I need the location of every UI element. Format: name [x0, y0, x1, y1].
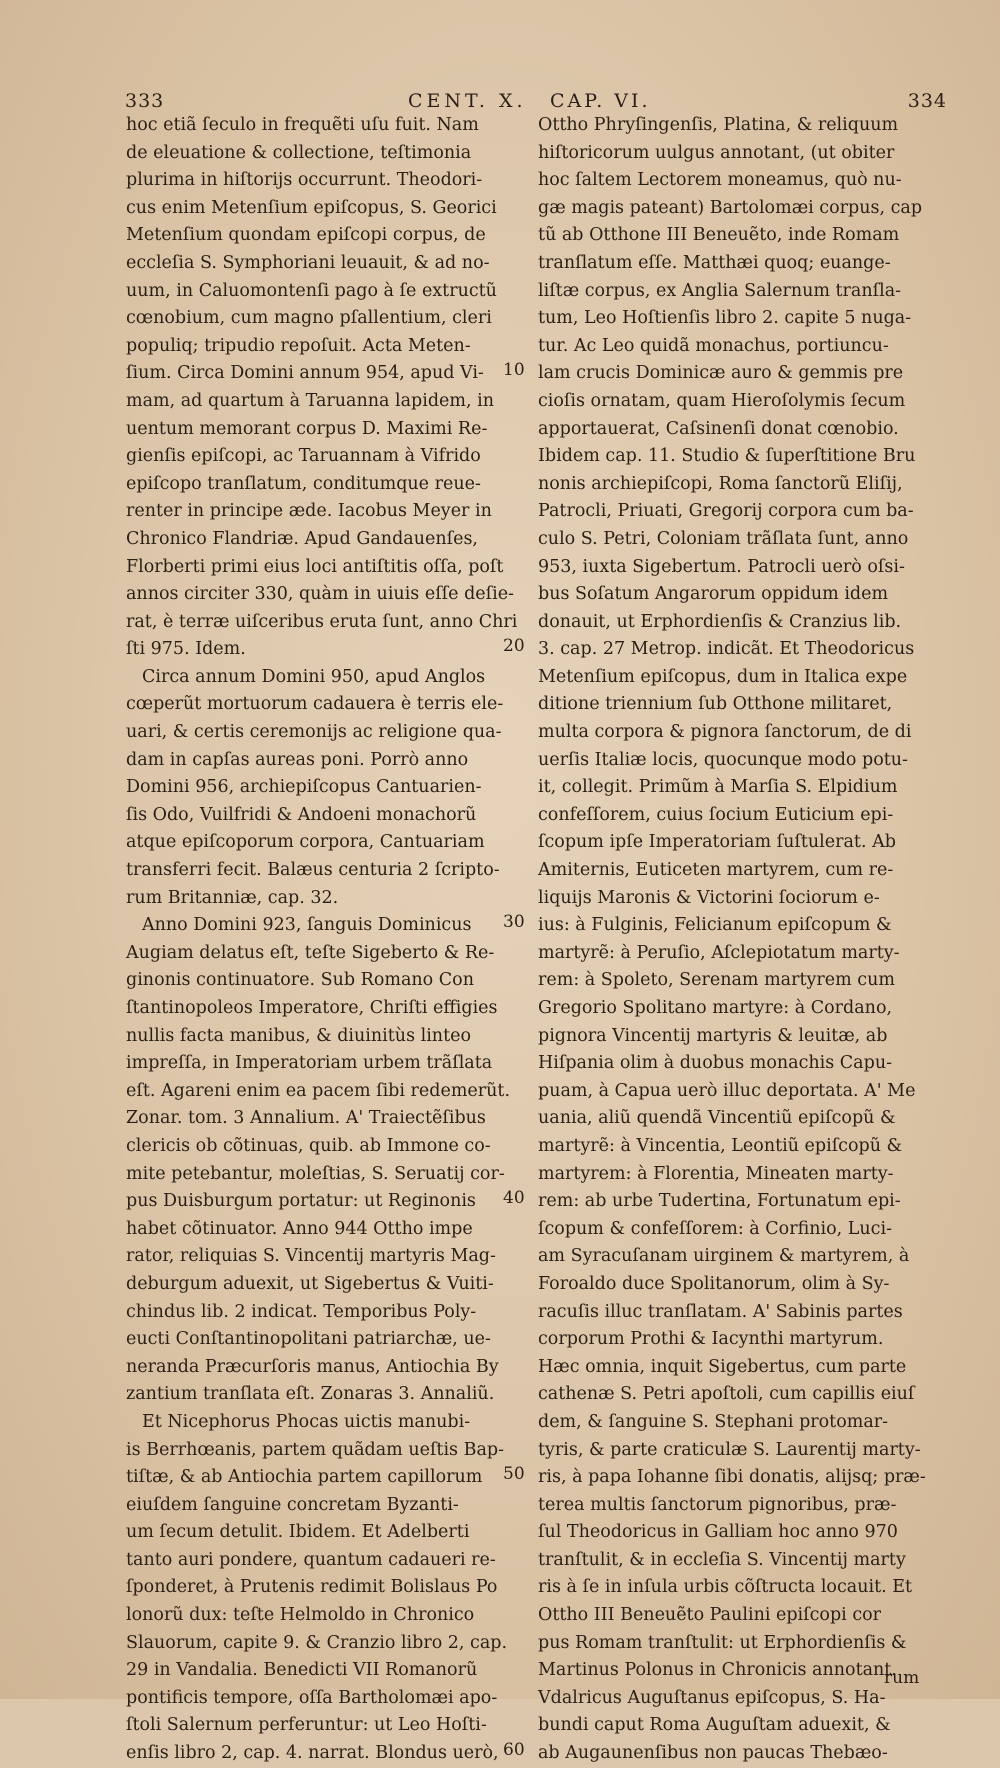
text-line: mite petebantur, moleſtias, S. Seruatij cor- — [126, 1163, 505, 1184]
text-line: eucti Conſtantinopolitani patriarchæ, ue- — [126, 1329, 491, 1350]
text-line: liſtæ corpus, ex Anglia Salernum tranſla- — [538, 280, 902, 301]
text-line: Domini 956, archiepiſcopus Cantuarien- — [126, 777, 482, 798]
text-line: Ottho III Beneuẽto Paulini epiſcopi cor — [538, 1605, 882, 1626]
text-line: ditione triennium ſub Otthone militaret, — [538, 694, 893, 715]
text-line: tanto auri pondere, quantum cadaueri re- — [126, 1549, 496, 1570]
text-line: epiſcopo tranſlatum, conditumque reue- — [126, 473, 481, 494]
text-line: tyris, & parte craticulæ S. Laurentij marty- — [538, 1439, 921, 1460]
text-line: atque epiſcoporum corpora, Cantuariam — [126, 832, 485, 853]
text-line: hoc ſaltem Lectorem moneamus, quò nu- — [538, 170, 902, 191]
line-number: 30 — [503, 912, 525, 933]
text-line: um ſecum detulit. Ibidem. Et Adelberti — [126, 1522, 470, 1543]
text-line: transferri fecit. Balæus centuria 2 ſcripto- — [126, 860, 500, 881]
text-line: ris, à papa Iohanne ſibi donatis, alijsq; præ- — [538, 1467, 926, 1488]
text-line: corporum Prothi & Iacynthi martyrum. — [538, 1329, 884, 1350]
text-line: culo S. Petri, Coloniam trãſlata ſunt, anno — [538, 528, 909, 549]
text-line: Amiternis, Euticeten martyrem, cum re- — [538, 860, 894, 881]
text-line: bundi caput Roma Auguſtam aduexit, & — [538, 1715, 891, 1736]
line-number: 50 — [503, 1464, 525, 1485]
text-line: ſcopum ipſe Imperatoriam ſuſtulerat. Ab — [538, 832, 896, 853]
text-line: Gregorio Spolitano martyre: à Cordano, — [538, 998, 893, 1018]
text-line: bus Soſatum Angarorum oppidum idem — [538, 584, 889, 605]
text-line: ſul Theodoricus in Galliam hoc anno 970 — [538, 1522, 898, 1543]
text-line: 3. cap. 27 Metrop. indicãt. Et Theodoricus — [538, 639, 915, 660]
text-line: dem, & ſanguine S. Stephani protomar- — [538, 1411, 889, 1432]
text-line: eiuſdem ſanguine concretam Byzanti- — [126, 1494, 459, 1515]
text-line: populiq; tripudio repoſuit. Acta Meten- — [126, 335, 471, 356]
text-line: Metenſium epiſcopus, dum in Italica expe — [538, 666, 908, 687]
text-line: ſis Odo, Vuilfridi & Andoeni monachorũ — [126, 804, 477, 825]
text-line: cœperũt mortuorum cadauera è terris ele- — [126, 694, 504, 715]
text-line: lonorũ dux: teſte Helmoldo in Chronico — [126, 1605, 475, 1626]
text-line: multa corpora & pignora ſanctorum, de di — [538, 722, 912, 743]
text-line: dam in capſas aureas poni. Porrò anno — [126, 749, 469, 770]
text-line: rem: ab urbe Tudertina, Fortunatum epi- — [538, 1191, 901, 1212]
text-line: hoc etiã ſeculo in frequẽti uſu fuit. Nam — [126, 115, 479, 135]
text-line: Augiam delatus eſt, teſte Sigeberto & Re- — [126, 942, 495, 963]
text-line: is Berrhœanis, partem quãdam ueſtis Bap- — [126, 1439, 505, 1460]
text-line: ius: à Fulginis, Felicianum epiſcopum & — [538, 915, 892, 936]
text-line: Hæc omnia, inquit Sigebertus, cum parte — [538, 1356, 907, 1377]
text-line: ſponderet, à Prutenis redimit Bolislaus Po — [126, 1577, 498, 1598]
text-line: ſti 975. Idem. — [126, 639, 246, 660]
text-line: confeſſorem, cuius ſocium Euticium epi- — [538, 804, 894, 825]
text-line: uum, in Caluomontenſi pago à ſe extructũ — [126, 280, 497, 301]
text-line: Foroaldo duce Spolitanorum, olim à Sy- — [538, 1273, 890, 1294]
text-line: racuſis illuc tranſlatam. A' Sabinis partes — [538, 1301, 903, 1322]
text-line: Vdalricus Auguſtanus epiſcopus, S. Ha- — [538, 1687, 886, 1708]
text-line: martyrẽ: à Peruſio, Aſclepiotatum marty- — [538, 942, 900, 963]
text-line: neranda Præcurſoris manus, Antiochia By — [126, 1356, 499, 1377]
text-line: gienſis epiſcopi, ac Taruannam à Vifrido — [126, 446, 481, 467]
text-line: 29 in Vandalia. Benedicti VII Romanorũ — [126, 1660, 478, 1681]
text-line: martyrẽ: à Vincentia, Leontiũ epiſcopũ & — [538, 1135, 903, 1156]
text-line: nonis archiepiſcopi, Roma ſanctorũ Eliſij, — [538, 473, 903, 494]
text-line: Hiſpania olim à duobus monachis Capu- — [538, 1053, 892, 1074]
text-line: cus enim Metenſium epiſcopus, S. Georici — [126, 197, 497, 218]
text-line: deburgum aduexit, ut Sigebertus & Vuiti- — [126, 1273, 494, 1294]
text-line: eccleſia S. Symphoriani leuauit, & ad no- — [126, 252, 490, 273]
text-line: uerſis Italiæ locis, quocunque modo potu- — [538, 749, 908, 770]
page-number-right: 334 — [907, 90, 947, 112]
text-line: gæ magis pateant) Bartolomæi corpus, cap — [538, 197, 923, 218]
text-line: Florberti primi eius loci antiſtitis oſſa, poſt — [126, 556, 504, 577]
text-line: habet cõtinuator. Anno 944 Ottho impe — [126, 1218, 473, 1239]
text-line: 953, iuxta Sigebertum. Patrocli uerò oſsi- — [538, 556, 905, 577]
text-line: Ottho Phryſingenſis, Platina, & reliquum — [538, 115, 899, 135]
text-line: rat, è terræ uiſceribus eruta ſunt, anno Chri — [126, 611, 518, 632]
text-line: am Syracuſanam uirginem & martyrem, à — [538, 1246, 910, 1267]
text-line: tiſtæ, & ab Antiochia partem capillorum — [126, 1467, 483, 1488]
text-line: pus Romam tranſtulit: ut Erphordienſis & — [538, 1632, 907, 1653]
text-line: it, collegit. Primũm à Marſia S. Elpidium — [538, 777, 898, 798]
text-line: annos circiter 330, quàm in uiuis eſſe deſie- — [126, 584, 514, 605]
text-line: Patrocli, Priuati, Gregorij corpora cum ba- — [538, 501, 914, 522]
text-line: tũ ab Otthone III Beneuẽto, inde Romam — [538, 225, 900, 246]
text-line: plurima in hiſtorijs occurrunt. Theodori- — [126, 170, 483, 191]
text-line: uari, & certis ceremonijs ac religione qua- — [126, 722, 502, 743]
text-line: ſium. Circa Domini annum 954, apud Vi- — [126, 363, 484, 384]
text-line: liquijs Maronis & Victorini ſociorum e- — [538, 887, 880, 908]
text-line: Zonar. tom. 3 Annalium. A' Traiectẽſibus — [126, 1108, 486, 1129]
text-line: impreſſa, in Imperatoriam urbem trãſlata — [126, 1053, 493, 1074]
text-line: apportauerat, Caſsinenſi donat cœnobio. — [538, 418, 899, 439]
page-number-left: 333 — [125, 90, 165, 112]
text-line: ris à ſe in inſula urbis cõſtructa locauit. Et — [538, 1577, 913, 1598]
text-line: mam, ad quartum à Taruanna lapidem, in — [126, 390, 495, 411]
text-line: de eleuatione & collectione, teſtimonia — [126, 142, 472, 163]
text-line: uentum memorant corpus D. Maximi Re- — [126, 418, 488, 439]
text-line: clericis ob cõtinuas, quib. ab Immone co- — [126, 1135, 491, 1156]
text-line: lam crucis Dominicæ auro & gemmis pre — [538, 363, 904, 384]
text-line: enſis libro 2, cap. 4. narrat. Blondus uerò, — [126, 1743, 499, 1764]
text-line: rem: à Spoleto, Serenam martyrem cum — [538, 970, 895, 991]
centuria-heading: CENT. X. — [408, 90, 527, 112]
text-line: tum, Leo Hoſtienſis libro 2. capite 5 nuga- — [538, 308, 912, 329]
text-line: Metenſium quondam epiſcopi corpus, de — [126, 225, 486, 246]
left-text-column — [126, 112, 518, 1768]
text-line: ab Augaunenſibus non paucas Thebæo- — [538, 1743, 888, 1764]
text-line: pus Duisburgum portatur: ut Reginonis — [126, 1191, 476, 1212]
text-line: Chronico Flandriæ. Apud Gandauenſes, — [126, 528, 478, 549]
line-number: 40 — [503, 1188, 525, 1209]
text-line: donauit, ut Erphordienſis & Cranzius lib. — [538, 611, 902, 632]
right-text-column — [538, 112, 946, 1768]
text-line: eſt. Agareni enim ea pacem ſibi redemerũt. — [126, 1080, 511, 1101]
text-line: tur. Ac Leo quidã monachus, portiuncu- — [538, 335, 889, 356]
text-line: hiſtoricorum uulgus annotant, (ut obiter — [538, 142, 895, 163]
caput-heading: CAP. VI. — [550, 90, 651, 112]
text-line: Ibidem cap. 11. Studio & ſuperſtitione Bru — [538, 446, 916, 467]
text-line: rum Britanniæ, cap. 32. — [126, 887, 339, 908]
text-line: Et Nicephorus Phocas uictis manubi- — [142, 1411, 471, 1432]
line-number: 60 — [503, 1740, 525, 1761]
text-line: Circa annum Domini 950, apud Anglos — [142, 666, 486, 687]
text-line: cœnobium, cum magno pſallentium, cleri — [126, 308, 492, 329]
text-line: nullis facta manibus, & diuinitùs linteo — [126, 1025, 472, 1046]
text-line: ſcopum & confeſſorem: à Corfinio, Luci- — [538, 1218, 892, 1239]
text-line: rator, reliquias S. Vincentij martyris Mag- — [126, 1246, 496, 1267]
text-line: zantium tranſlata eſt. Zonaras 3. Annaliũ. — [126, 1384, 495, 1405]
text-line: ſtoli Salernum perferuntur: ut Leo Hoſti- — [126, 1715, 487, 1736]
text-line: ginonis continuatore. Sub Romano Con — [126, 970, 474, 991]
line-number: 10 — [503, 360, 525, 381]
text-line: renter in principe æde. Iacobus Meyer in — [126, 501, 492, 522]
text-line: pontificis tempore, oſſa Bartholomæi apo- — [126, 1687, 498, 1708]
text-line: Anno Domini 923, ſanguis Dominicus — [142, 915, 472, 936]
text-line: terea multis ſanctorum pignoribus, præ- — [538, 1494, 897, 1515]
text-line: martyrem: à Florentia, Mineaten marty- — [538, 1163, 894, 1184]
line-number: 20 — [503, 636, 525, 657]
text-line: cathenæ S. Petri apoſtoli, cum capillis eiuſ — [538, 1384, 915, 1405]
text-line: uania, aliũ quendã Vincentiũ epiſcopũ & — [538, 1108, 896, 1129]
text-line: tranſtulit, & in eccleſia S. Vincentij marty — [538, 1549, 906, 1570]
text-line: Martinus Polonus in Chronicis annotant. — [538, 1660, 897, 1681]
text-line: chindus lib. 2 indicat. Temporibus Poly- — [126, 1301, 477, 1322]
text-line: cioſis ornatam, quam Hieroſolymis ſecum — [538, 390, 906, 411]
text-line: pignora Vincentij martyris & leuitæ, ab — [538, 1025, 888, 1046]
text-line: Slauorum, capite 9. & Cranzio libro 2, cap. — [126, 1632, 508, 1653]
text-line: puam, à Capua uerò illuc deportata. A' Me — [538, 1080, 916, 1101]
catchword: rum — [884, 1668, 920, 1688]
text-line: ſtantinopoleos Imperatore, Chriſti effigies — [126, 998, 498, 1018]
text-line: tranſlatum eſſe. Matthæi quoq; euange- — [538, 252, 891, 273]
